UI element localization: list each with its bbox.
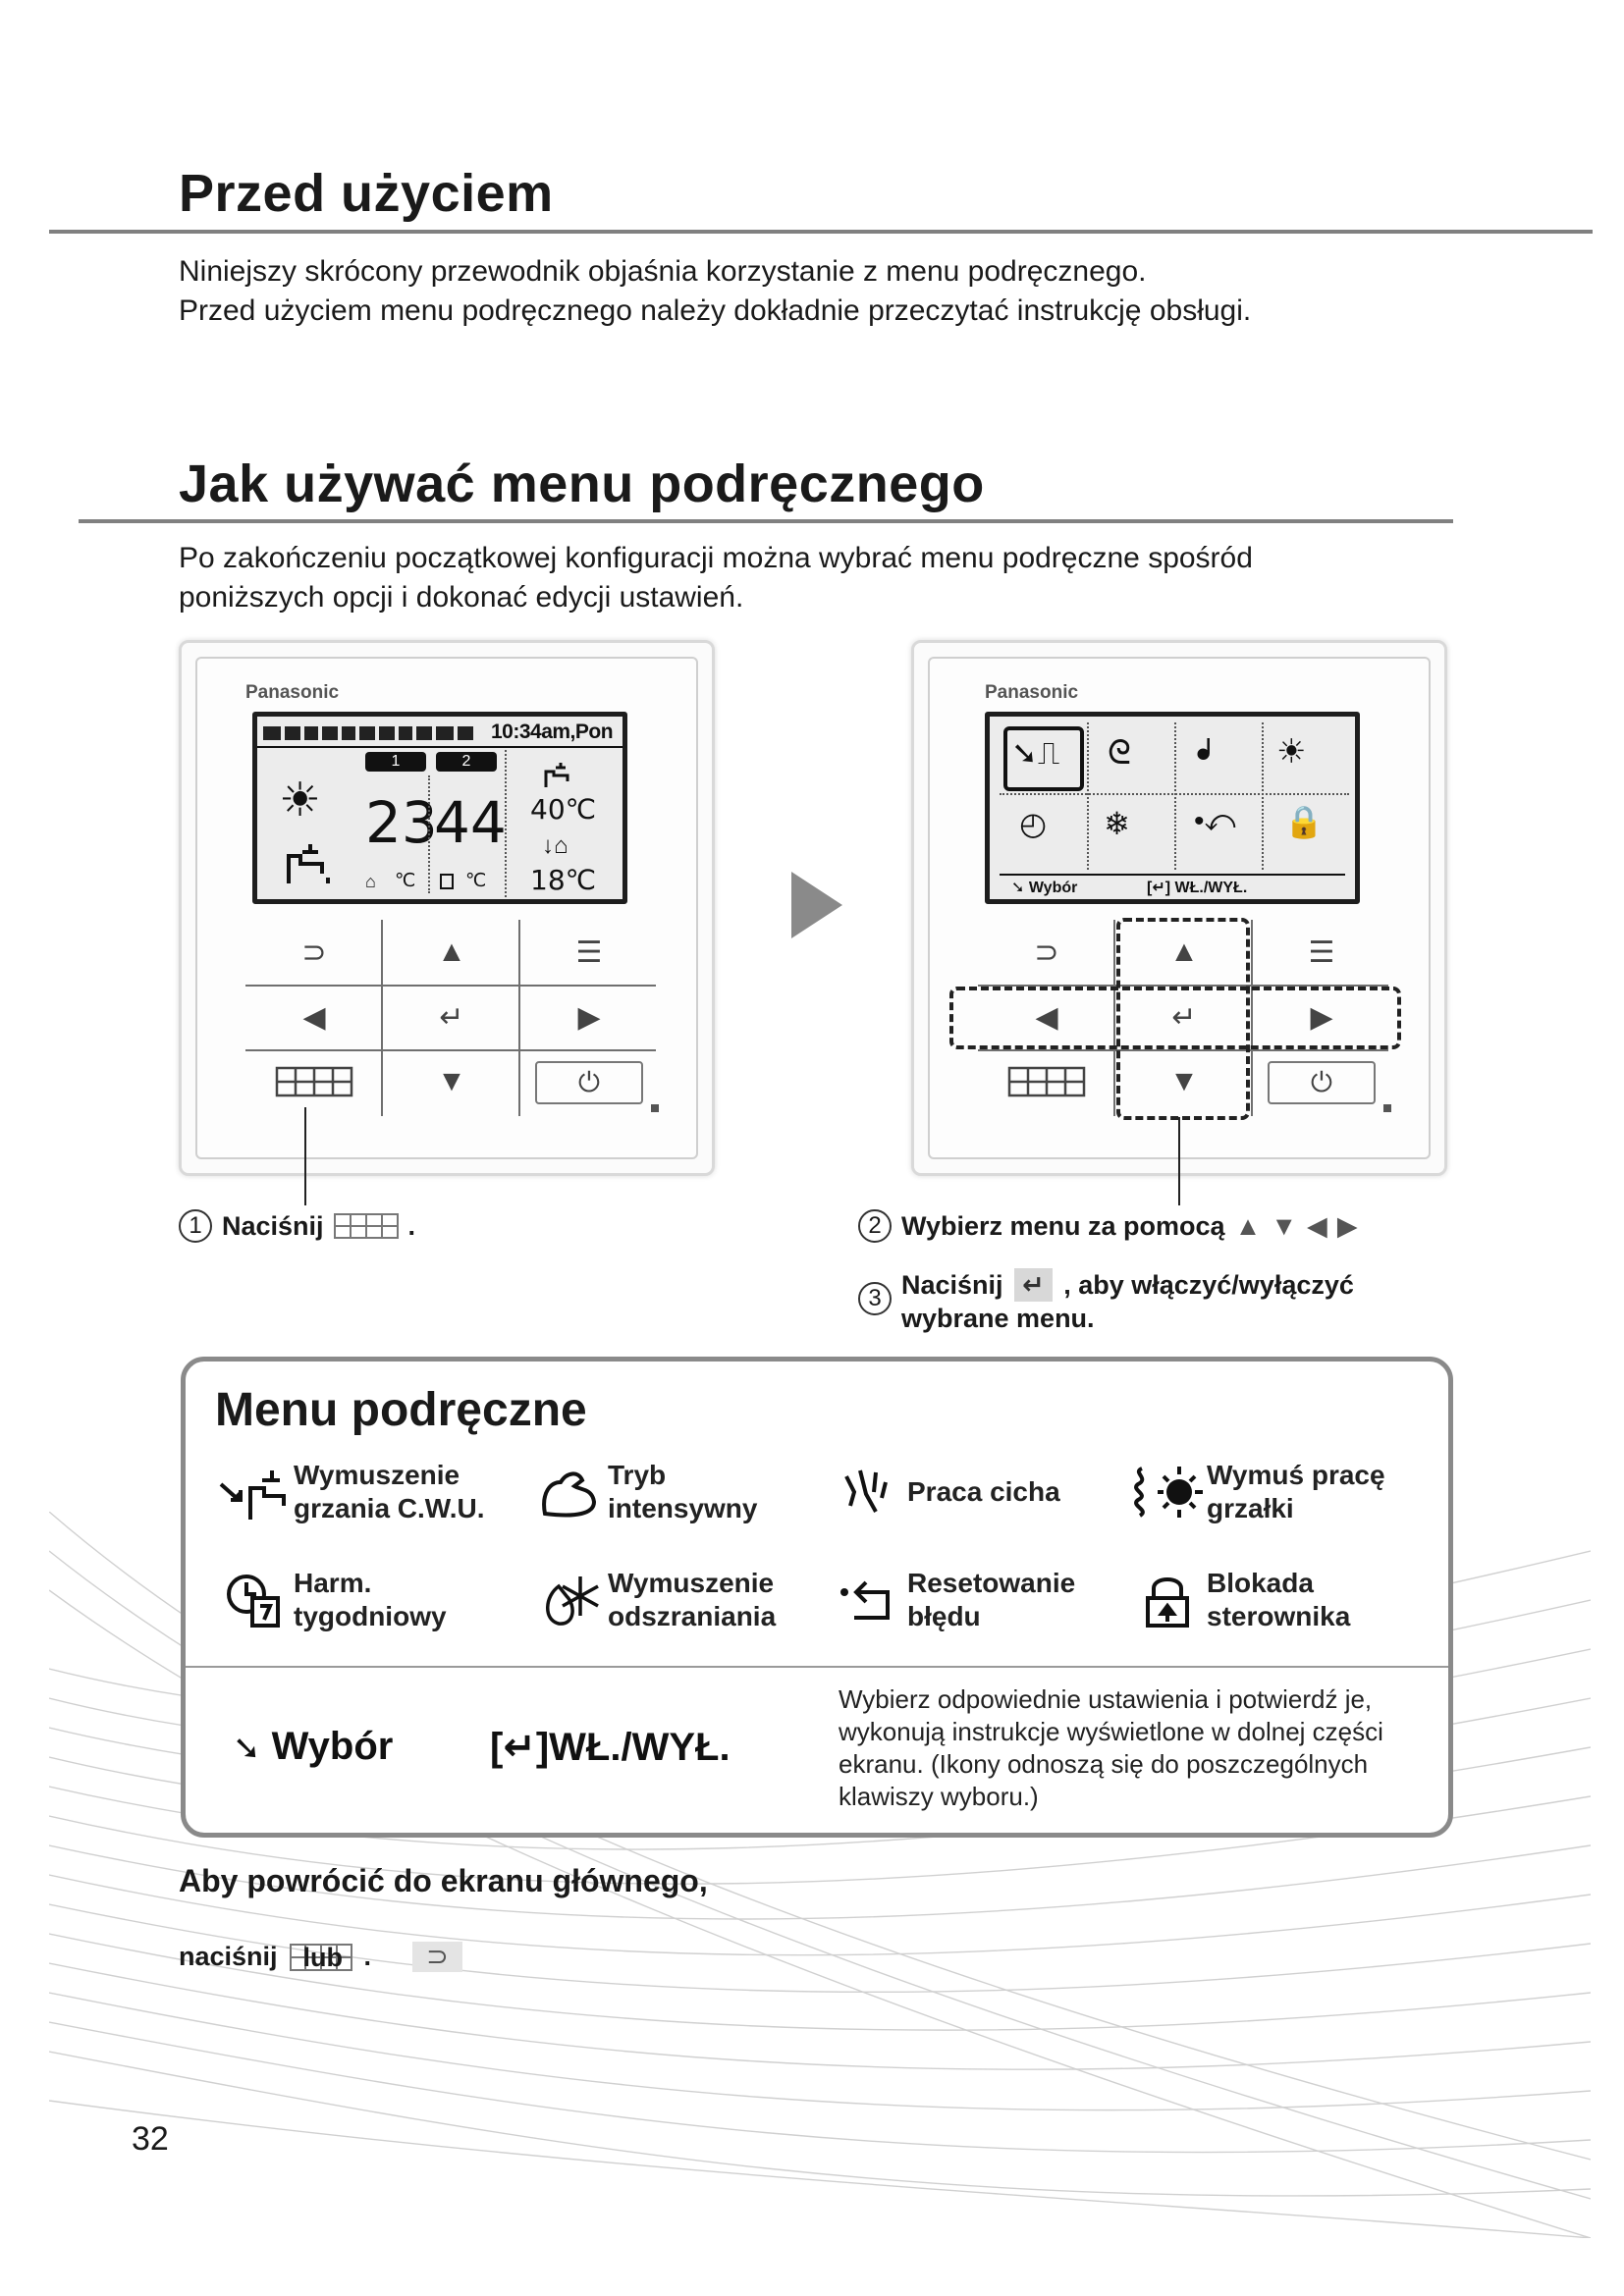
menu-key[interactable]: ☰ <box>575 935 603 969</box>
step-3-text-c: wybrane menu. <box>901 1304 1095 1333</box>
up-key[interactable]: ▲ <box>1169 935 1199 968</box>
sun-icon: ☀ <box>279 774 322 827</box>
menu-key[interactable]: ☰ <box>1308 935 1335 969</box>
enter-key[interactable]: ↵ <box>439 1000 464 1034</box>
lcd-divider <box>428 775 430 893</box>
zone-1-badge: 1 <box>365 752 426 772</box>
menu-item-error-reset <box>829 1566 1075 1634</box>
quick-menu-key[interactable] <box>260 1057 368 1106</box>
return-text-b: lub <box>302 1942 344 1972</box>
brand-logo: Panasonic <box>985 682 1079 703</box>
house-icon: ⌂ <box>365 872 376 891</box>
how-line-1: Po zakończeniu początkowej konfiguracji można wybrać menu podręczne spośród <box>179 542 1253 574</box>
menu-item-force-defrost <box>529 1566 776 1634</box>
keypad-line <box>245 1049 656 1051</box>
how-line-2: poniższych opcji i dokonać edycji ustawień. <box>179 581 744 614</box>
quick-icon-grid <box>1000 722 1349 870</box>
grid-divider <box>1174 722 1176 870</box>
menu-item-label-line-2: intensywny <box>608 1493 758 1523</box>
step-1-number: 1 <box>179 1209 212 1243</box>
menu-item-force-heater <box>1128 1458 1385 1526</box>
section-title-how-to-use: Jak używać menu podręcznego <box>179 454 985 513</box>
quick-menu-key[interactable] <box>993 1057 1101 1106</box>
arrow-right-icon <box>791 872 842 938</box>
intro-line-2: Przed użyciem menu podręcznego należy dokładnie przeczytać instrukcję obsługi. <box>179 294 1252 327</box>
lcd-clock: 10:34am,Pon <box>491 721 614 743</box>
force-heater-icon <box>1128 1458 1207 1526</box>
power-key[interactable]: ⏻ <box>1268 1061 1376 1104</box>
main-temperature: 23 <box>365 789 438 856</box>
indicator-dot <box>1383 1104 1391 1112</box>
menu-item-label-line-1: Wymuś pracę <box>1207 1460 1385 1490</box>
left-key[interactable]: ◀ <box>1035 1000 1058 1034</box>
lcd-footer-onoff: [↵] WŁ./WYŁ. <box>1147 880 1248 896</box>
tank-icon-small <box>440 874 454 889</box>
onoff-hint: [↵]WŁ./WYŁ. <box>490 1726 731 1769</box>
quick-menu-title: Menu podręczne <box>215 1384 587 1436</box>
weekly-timer-icon: ◴ <box>1019 806 1047 841</box>
step-1 <box>179 1209 415 1243</box>
step-3-text-a: Naciśnij <box>901 1270 1003 1300</box>
remote-controller-home <box>179 640 715 1176</box>
menu-item-label-line-2: sterownika <box>1207 1601 1351 1631</box>
power-key[interactable]: ⏻ <box>535 1061 643 1104</box>
enter-key[interactable]: ↵ <box>1171 1000 1197 1034</box>
menu-item-forced-dhw <box>215 1458 484 1526</box>
section-title-before-use: Przed użyciem <box>179 164 554 223</box>
menu-item-label-line-1: Tryb <box>608 1460 667 1490</box>
section-rule <box>49 230 1593 234</box>
menu-item-label <box>1207 1567 1350 1633</box>
menu-item-label-line-2: odszraniania <box>608 1601 777 1631</box>
menu-item-label <box>294 1459 484 1525</box>
force-heater-icon: ☀ <box>1276 733 1307 771</box>
unit-label-left: ℃ <box>395 871 416 891</box>
lcd-screen <box>985 712 1360 904</box>
lock-icon <box>1128 1566 1207 1634</box>
enter-key-icon: ↵ <box>1014 1268 1053 1302</box>
step-3 <box>858 1268 1354 1335</box>
down-key[interactable]: ▼ <box>1169 1065 1199 1097</box>
return-text-a: naciśnij <box>179 1942 278 1971</box>
menu-item-label-line-1: Wymuszenie <box>294 1460 460 1490</box>
menu-item-label-line-1: Wymuszenie <box>608 1568 775 1598</box>
menu-divider <box>186 1666 1448 1668</box>
section-rule <box>79 519 1453 523</box>
error-reset-icon <box>829 1566 907 1634</box>
menu-item-powerful <box>529 1458 757 1526</box>
menu-item-label <box>294 1567 447 1633</box>
error-reset-icon: •⤺ <box>1194 805 1236 837</box>
menu-item-label-line-2: grzałki <box>1207 1493 1294 1523</box>
menu-item-lock <box>1128 1566 1350 1634</box>
force-defrost-icon: ❄ <box>1104 806 1130 841</box>
step-2-text: Wybierz menu za pomocą <box>901 1210 1225 1241</box>
step-2 <box>858 1209 1358 1243</box>
menu-item-label-line-1: Praca cicha <box>907 1476 1060 1507</box>
menu-item-label <box>907 1475 1060 1509</box>
menu-item-label-line-2: błędu <box>907 1601 981 1631</box>
lcd-screen <box>252 712 627 904</box>
up-key[interactable]: ▲ <box>437 935 466 968</box>
powerful-mode-icon: ᘓ <box>1108 734 1131 772</box>
zone-2-badge: 2 <box>436 752 497 772</box>
quick-menu-panel <box>181 1357 1453 1838</box>
outdoor-arrow-icon: ↓⌂ <box>542 832 568 859</box>
brand-logo: Panasonic <box>245 682 340 703</box>
menu-item-label <box>608 1459 757 1525</box>
quick-menu-instructions: Wybierz odpowiednie ustawienia i potwierdź je, wykonują instrukcje wyświetlone w dolnej części ekranu. (Ikony odnoszą się do poszczególnych klawiszy wyboru.) <box>839 1684 1383 1811</box>
lcd-bottom-rule <box>1000 874 1345 876</box>
back-key-icon: ⊃ <box>412 1942 462 1972</box>
quick-menu-key-icon <box>334 1213 399 1239</box>
menu-item-label-line-1: Resetowanie <box>907 1568 1076 1598</box>
menu-item-weekly-timer <box>215 1566 447 1634</box>
outdoor-temperature: 18℃ <box>530 864 597 896</box>
return-home-instruction <box>179 1942 462 1972</box>
menu-item-label-line-2: tygodniowy <box>294 1601 447 1631</box>
down-arrow-icon: ▼ <box>1271 1210 1298 1241</box>
select-hint <box>233 1725 393 1769</box>
second-temperature: 44 <box>434 789 507 856</box>
right-arrow-icon: ▶ <box>1336 1210 1358 1241</box>
step-2-number: 2 <box>858 1209 892 1243</box>
step-3-number: 3 <box>858 1282 892 1315</box>
step-1-tail: . <box>407 1210 416 1241</box>
status-icons-strip <box>263 722 489 744</box>
select-hint-label: Wybór <box>271 1725 394 1768</box>
step-3-body <box>901 1268 1354 1335</box>
return-key-group <box>290 1944 352 1971</box>
indicator-dot <box>651 1104 659 1112</box>
menu-item-label-line-2: grzania C.W.U. <box>294 1493 485 1523</box>
forced-dhw-icon <box>215 1458 294 1526</box>
menu-item-label-line-1: Harm. <box>294 1568 372 1598</box>
return-home-title: Aby powrócić do ekranu głównego, <box>179 1863 708 1898</box>
unit-label-right: ℃ <box>465 871 487 891</box>
keypad-line <box>245 985 656 987</box>
step-3-line-1 <box>901 1268 1354 1302</box>
step-3-text-b: , aby włączyć/wyłączyć <box>1063 1270 1354 1300</box>
tap-icon <box>283 834 336 892</box>
step-1-text: Naciśnij <box>222 1210 324 1241</box>
lcd-top-rule <box>257 746 623 748</box>
lcd-divider <box>505 750 507 897</box>
menu-item-quiet <box>829 1458 1060 1526</box>
keypad-line <box>381 920 383 1116</box>
callout-line <box>1178 1117 1180 1205</box>
force-defrost-icon <box>529 1566 608 1634</box>
forced-dhw-icon: ➘⎍ <box>1011 735 1060 771</box>
left-arrow-icon: ◀ <box>1307 1210 1327 1241</box>
quiet-mode-icon <box>829 1458 907 1526</box>
grid-divider <box>1262 722 1264 870</box>
intro-line-1: Niniejszy skrócony przewodnik objaśnia korzystanie z menu podręcznego. <box>179 255 1147 288</box>
lcd-footer-select-label: Wybór <box>1028 880 1078 896</box>
quiet-mode-icon: ᖱ <box>1196 734 1212 767</box>
right-key[interactable]: ▶ <box>577 1000 601 1034</box>
left-key[interactable]: ◀ <box>302 1000 326 1034</box>
lcd-footer-select: ➘ Wybór <box>1011 880 1078 896</box>
keypad-line <box>518 920 520 1116</box>
tank-temperature: 40℃ <box>530 793 597 826</box>
menu-item-label <box>608 1567 776 1633</box>
tap-icon-small <box>542 760 575 794</box>
powerful-mode-icon <box>529 1458 608 1526</box>
menu-item-label <box>1207 1459 1385 1525</box>
select-arrow-icon: ➘ <box>233 1730 261 1767</box>
right-key[interactable]: ▶ <box>1310 1000 1333 1034</box>
back-key[interactable]: ⊃ <box>301 935 327 969</box>
back-key[interactable]: ⊃ <box>1034 935 1059 969</box>
menu-item-label-line-1: Blokada <box>1207 1568 1314 1598</box>
menu-item-label <box>907 1567 1075 1633</box>
remote-controller-quick-menu <box>911 640 1447 1176</box>
weekly-timer-icon <box>215 1566 294 1634</box>
return-text-c: . <box>363 1942 372 1971</box>
page-number: 32 <box>132 2120 169 2158</box>
up-arrow-icon: ▲ <box>1234 1210 1262 1241</box>
lock-icon: 🔒 <box>1284 804 1324 839</box>
grid-divider <box>1087 722 1089 870</box>
down-key[interactable]: ▼ <box>437 1065 466 1097</box>
callout-line <box>304 1107 306 1205</box>
